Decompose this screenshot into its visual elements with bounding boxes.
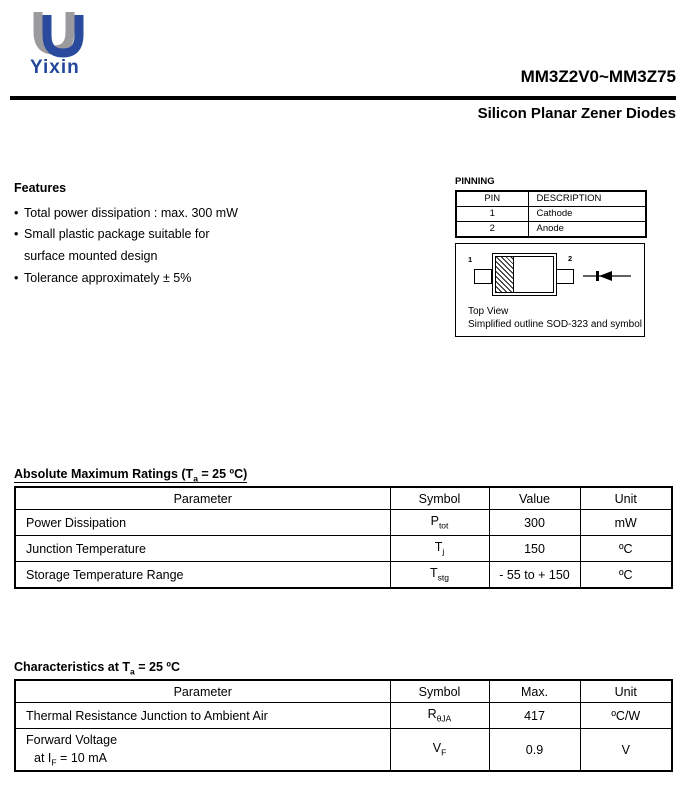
parameter-column-header: Parameter bbox=[15, 487, 390, 510]
value-column-header: Value bbox=[489, 487, 580, 510]
feature-item bbox=[14, 245, 344, 267]
outline-caption: Simplified outline SOD-323 and symbol bbox=[468, 319, 642, 330]
value-cell: 300 bbox=[489, 510, 580, 536]
characteristics-table bbox=[14, 679, 673, 772]
bullet-icon: • bbox=[14, 227, 19, 242]
value-cell: 0.9 bbox=[489, 729, 580, 772]
symbol-column-header: Symbol bbox=[390, 487, 489, 510]
zener-diode-symbol-icon bbox=[583, 270, 631, 282]
unit-cell: mW bbox=[580, 510, 672, 536]
feature-item bbox=[14, 224, 344, 246]
page-subtitle: Silicon Planar Zener Diodes bbox=[477, 105, 676, 122]
pin-number: 2 bbox=[456, 222, 528, 238]
amr-table bbox=[14, 486, 673, 589]
symbol-cell: $R_{\theta JA}$ bbox=[390, 703, 489, 729]
feature-text: Small plastic package suitable for bbox=[24, 227, 210, 242]
pin-1-lead bbox=[474, 269, 492, 284]
parameter-cell: Storage Temperature Range bbox=[15, 562, 390, 589]
table-row bbox=[15, 703, 672, 729]
parameter-cell: Power Dissipation bbox=[15, 510, 390, 536]
feature-item bbox=[14, 267, 344, 289]
max-column-header: Max. bbox=[489, 680, 580, 703]
feature-text: Total power dissipation : max. 300 mW bbox=[24, 205, 238, 220]
pin-2-label: 2 bbox=[568, 254, 573, 263]
package-outline-box bbox=[455, 243, 645, 337]
char-heading-sub: a bbox=[130, 666, 135, 677]
characteristics-heading bbox=[14, 660, 671, 680]
amr-header-row bbox=[15, 487, 672, 510]
symbol-cell: $T_{stg}$ bbox=[390, 562, 489, 589]
package-body-inner bbox=[495, 256, 554, 293]
table-row bbox=[456, 222, 646, 238]
char-header-row bbox=[15, 680, 672, 703]
feature-item bbox=[14, 202, 344, 224]
pinning-table bbox=[455, 190, 647, 238]
parameter-cell: Forward Voltage at $I_F = 10$ mA bbox=[15, 729, 390, 772]
value-cell: 150 bbox=[489, 536, 580, 562]
pin-description: Anode bbox=[528, 222, 646, 238]
pin-description: Cathode bbox=[528, 207, 646, 222]
symbol-column-header: Symbol bbox=[390, 680, 489, 703]
top-view-caption: Top View bbox=[468, 306, 509, 317]
pinning-title: PINNING bbox=[455, 176, 495, 187]
value-cell: 417 bbox=[489, 703, 580, 729]
amr-heading-cond: = 25 ºC) bbox=[197, 467, 248, 481]
parameter-cell: Junction Temperature bbox=[15, 536, 390, 562]
amr-heading-text: Absolute Maximum Ratings (T bbox=[14, 467, 194, 481]
unit-cell: V bbox=[580, 729, 672, 772]
table-row bbox=[15, 536, 672, 562]
value-cell: - 55 to + 150 bbox=[489, 562, 580, 589]
feature-text: surface mounted design bbox=[24, 248, 158, 263]
part-number-title: MM3Z2V0~MM3Z75 bbox=[520, 67, 676, 86]
pinning-header-row bbox=[456, 191, 646, 207]
table-row bbox=[456, 207, 646, 222]
amr-heading bbox=[14, 467, 247, 484]
amr-heading-sub: a bbox=[193, 473, 198, 484]
symbol-cell: $P_{tot}$ bbox=[390, 510, 489, 536]
char-heading-cond: = 25 ºC bbox=[134, 660, 180, 674]
table-row bbox=[15, 510, 672, 536]
table-row bbox=[15, 562, 672, 589]
unit-cell: ºC/W bbox=[580, 703, 672, 729]
bullet-icon: • bbox=[14, 205, 19, 220]
pin-number: 1 bbox=[456, 207, 528, 222]
parameter-column-header: Parameter bbox=[15, 680, 390, 703]
package-body bbox=[492, 253, 557, 296]
pin-column-header: PIN bbox=[456, 191, 528, 207]
unit-column-header: Unit bbox=[580, 680, 672, 703]
brand-name: Yixin bbox=[30, 57, 80, 78]
features-section bbox=[14, 181, 344, 288]
unit-cell: ºC bbox=[580, 562, 672, 589]
parameter-cell: Thermal Resistance Junction to Ambient Air bbox=[15, 703, 390, 729]
header-rule bbox=[10, 96, 676, 100]
symbol-cell: $V_F$ bbox=[390, 729, 489, 772]
table-row bbox=[15, 729, 672, 772]
yixin-logo-icon bbox=[28, 10, 92, 60]
char-heading-text: Characteristics at T bbox=[14, 660, 131, 674]
features-title: Features bbox=[14, 181, 67, 195]
pin-2-lead bbox=[556, 269, 574, 284]
description-column-header: DESCRIPTION bbox=[528, 191, 646, 207]
feature-text: Tolerance approximately ± 5% bbox=[24, 270, 192, 285]
unit-column-header: Unit bbox=[580, 487, 672, 510]
pin-1-label: 1 bbox=[468, 255, 473, 264]
cathode-band bbox=[496, 257, 514, 292]
symbol-cell: $T_j$ bbox=[390, 536, 489, 562]
bullet-icon: • bbox=[14, 270, 19, 285]
unit-cell: ºC bbox=[580, 536, 672, 562]
